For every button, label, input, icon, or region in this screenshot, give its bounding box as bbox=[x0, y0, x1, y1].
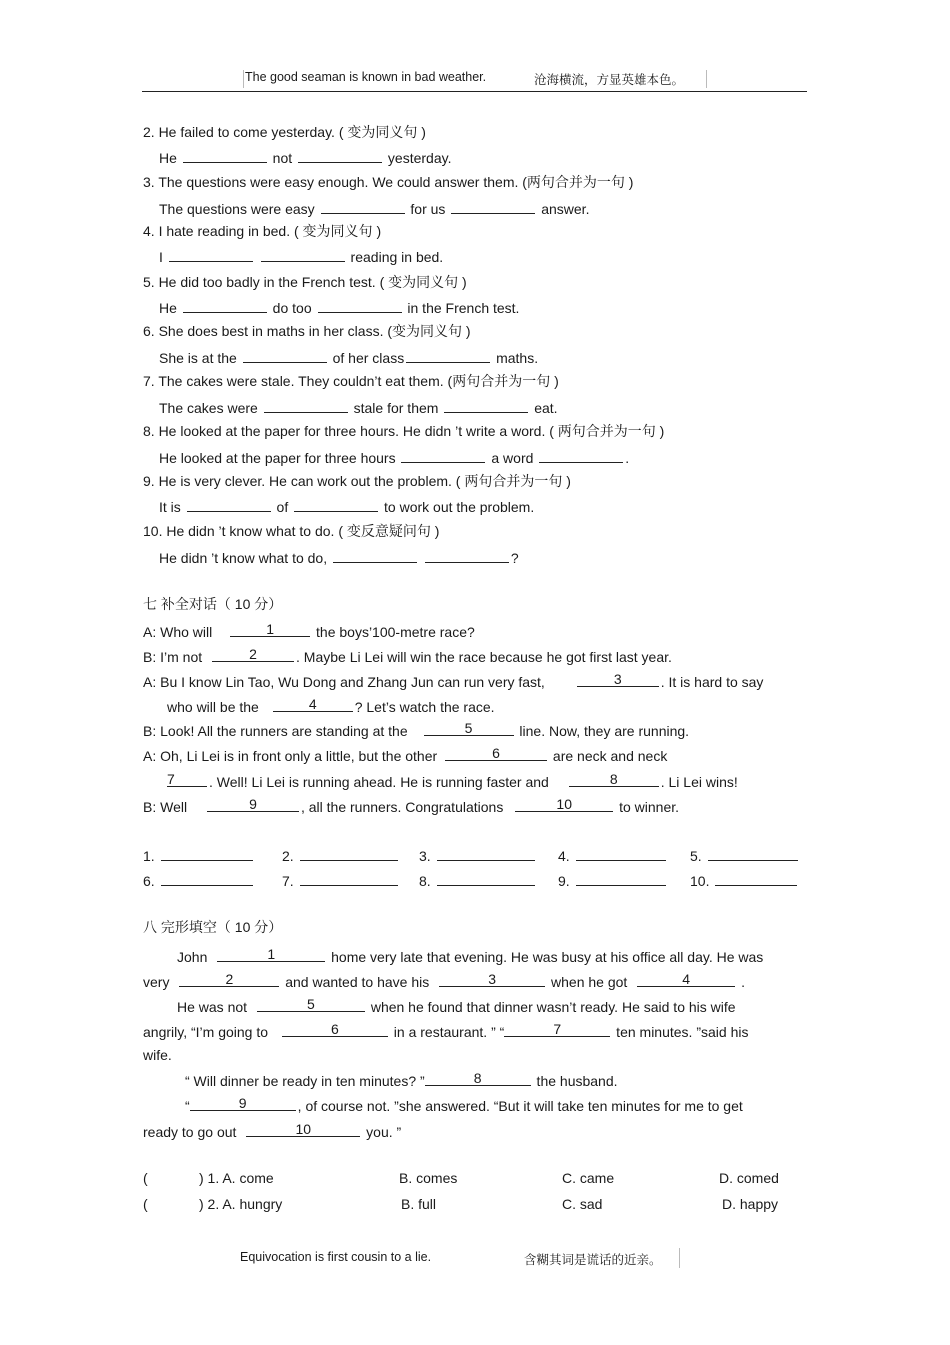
dialogue-line: who will be the 4 ? Let’s watch the race. bbox=[167, 696, 495, 715]
blank[interactable] bbox=[243, 348, 327, 363]
blank[interactable] bbox=[425, 548, 509, 563]
blank[interactable] bbox=[318, 298, 402, 313]
dialogue-line: B: I’m not 2 . Maybe Li Lei will win the race because he got first last year. bbox=[143, 646, 672, 665]
blank[interactable]: 5 bbox=[424, 721, 514, 736]
cloze-line: wife. bbox=[143, 1047, 172, 1063]
blank[interactable] bbox=[444, 398, 528, 413]
answer-line-6: She is at the of her class maths. bbox=[159, 350, 539, 366]
question-8: 8. He looked at the paper for three hours. He didn ’t write a word. ( 两句合并为一句 ) bbox=[143, 423, 665, 439]
blank[interactable] bbox=[321, 199, 405, 214]
blank[interactable]: 2 bbox=[212, 647, 294, 662]
answer-row: 2. bbox=[282, 846, 400, 865]
footer-divider bbox=[679, 1248, 680, 1268]
answer-line-7: The cakes were stale for them eat. bbox=[159, 400, 558, 416]
answer-blank[interactable] bbox=[300, 871, 398, 886]
blank[interactable]: 7 bbox=[504, 1022, 610, 1037]
footer-proverb-en: Equivocation is first cousin to a lie. bbox=[240, 1250, 432, 1264]
answer-blank[interactable] bbox=[161, 871, 253, 886]
cloze-line: He was not 5 when he found that dinner wasn’t ready. He said to his wife bbox=[177, 996, 736, 1015]
answer-line-8: He looked at the paper for three hours a word . bbox=[159, 450, 630, 466]
answer-row: 1. bbox=[143, 846, 255, 865]
blank[interactable]: 1 bbox=[230, 622, 310, 637]
blank[interactable]: 2 bbox=[179, 972, 279, 987]
question-9: 9. He is very clever. He can work out the problem. ( 两句合并为一句 ) bbox=[143, 473, 571, 489]
question-2: 2. He failed to come yesterday. ( 变为同义句 ) bbox=[143, 124, 426, 140]
answer-row: 10. bbox=[690, 871, 799, 890]
blank[interactable]: 3 bbox=[577, 672, 659, 687]
answer-row: 8. bbox=[419, 871, 537, 890]
answer-row: 3. bbox=[419, 846, 537, 865]
blank[interactable]: 1 bbox=[217, 947, 325, 962]
answer-row: 9. bbox=[558, 871, 668, 890]
cloze-line: John 1 home very late that evening. He was busy at his office all day. He was bbox=[177, 946, 764, 965]
blank[interactable] bbox=[401, 448, 485, 463]
answer-row: 4. bbox=[558, 846, 668, 865]
answer-blank[interactable] bbox=[715, 871, 797, 886]
question-5: 5. He did too badly in the French test. ( 变为同义句 ) bbox=[143, 274, 467, 290]
answer-blank[interactable] bbox=[576, 871, 666, 886]
cloze-line: angrily, “I’m going to 6 in a restaurant. ” “ 7 ten minutes. ”said his bbox=[143, 1021, 749, 1040]
footer-proverb-zh: 含糊其词是谎话的近亲。 bbox=[524, 1253, 662, 1267]
blank[interactable] bbox=[539, 448, 623, 463]
cloze-line: “ 9 , of course not. ”she answered. “But it will take ten minutes for me to get bbox=[185, 1095, 743, 1114]
cloze-line: ready to go out 10 you. ” bbox=[143, 1121, 402, 1140]
choice-option-c[interactable]: C. sad bbox=[562, 1196, 603, 1212]
blank[interactable] bbox=[333, 548, 417, 563]
blank[interactable]: 4 bbox=[273, 697, 353, 712]
blank[interactable]: 6 bbox=[445, 746, 547, 761]
dialogue-line: A: Bu I know Lin Tao, Wu Dong and Zhang Jun can run very fast, 3 . It is hard to say bbox=[143, 671, 764, 690]
dialogue-line: 7 . Well! Li Lei is running ahead. He is running faster and 8 . Li Lei wins! bbox=[167, 771, 738, 790]
answer-row: 5. bbox=[690, 846, 800, 865]
section-7-title: 七 补全对话（ 10 分） bbox=[143, 596, 283, 612]
blank[interactable] bbox=[264, 398, 348, 413]
answer-line-5: He do too in the French test. bbox=[159, 300, 520, 316]
answer-line-9: It is of to work out the problem. bbox=[159, 499, 535, 515]
answer-line-3: The questions were easy for us answer. bbox=[159, 201, 590, 217]
blank[interactable] bbox=[169, 247, 253, 262]
answer-blank[interactable] bbox=[437, 846, 535, 861]
blank[interactable]: 9 bbox=[207, 797, 299, 812]
blank[interactable]: 8 bbox=[425, 1071, 531, 1086]
choice-option-b[interactable]: B. full bbox=[401, 1196, 437, 1212]
blank[interactable] bbox=[294, 497, 378, 512]
question-10: 10. He didn ’t know what to do. ( 变反意疑问句 ) bbox=[143, 523, 440, 539]
header-rule bbox=[142, 91, 807, 92]
header-proverb-en: The good seaman is known in bad weather. bbox=[245, 70, 487, 84]
dialogue-line: B: Well 9 , all the runners. Congratulations 10 to winner. bbox=[143, 796, 680, 815]
choice-option-c[interactable]: C. came bbox=[562, 1170, 615, 1186]
choice-option-d[interactable]: D. happy bbox=[722, 1196, 779, 1212]
answer-line-4: I reading in bed. bbox=[159, 249, 444, 265]
section-8-title: 八 完形填空（ 10 分） bbox=[143, 919, 283, 935]
blank[interactable] bbox=[261, 247, 345, 262]
blank[interactable]: 3 bbox=[439, 972, 545, 987]
dialogue-line: A: Who will 1 the boys’100-metre race? bbox=[143, 621, 475, 640]
question-6: 6. She does best in maths in her class. (变为同义句 ) bbox=[143, 323, 471, 339]
cloze-line: “ Will dinner be ready in ten minutes? ” 8 the husband. bbox=[185, 1070, 618, 1089]
choice-option-b[interactable]: B. comes bbox=[399, 1170, 458, 1186]
blank[interactable]: 7 bbox=[167, 772, 207, 787]
dialogue-line: A: Oh, Li Lei is in front only a little, but the other 6 are neck and neck bbox=[143, 745, 668, 764]
blank[interactable]: 10 bbox=[246, 1122, 360, 1137]
blank[interactable] bbox=[451, 199, 535, 214]
blank[interactable] bbox=[298, 148, 382, 163]
choice-paren[interactable]: ( bbox=[143, 1170, 148, 1186]
question-4: 4. I hate reading in bed. ( 变为同义句 ) bbox=[143, 223, 382, 239]
answer-row: 7. bbox=[282, 871, 400, 890]
answer-line-10: He didn ’t know what to do, ? bbox=[159, 550, 519, 566]
answer-blank[interactable] bbox=[300, 846, 398, 861]
blank[interactable]: 9 bbox=[190, 1096, 296, 1111]
blank[interactable] bbox=[183, 298, 267, 313]
choice-option-a[interactable]: ) 2. A. hungry bbox=[199, 1196, 283, 1212]
blank[interactable]: 8 bbox=[569, 772, 659, 787]
blank[interactable] bbox=[187, 497, 271, 512]
header-proverb-zh: 沧海横流，方显英雄本色。 bbox=[534, 73, 685, 87]
cloze-line: very 2 and wanted to have his 3 when he got 4 . bbox=[143, 971, 745, 990]
answer-line-2: He not yesterday. bbox=[159, 150, 452, 166]
dialogue-line: B: Look! All the runners are standing at the 5 line. Now, they are running. bbox=[143, 720, 690, 739]
question-7: 7. The cakes were stale. They couldn’t eat them. (两句合并为一句 ) bbox=[143, 373, 559, 389]
blank[interactable]: 5 bbox=[257, 997, 365, 1012]
blank[interactable]: 10 bbox=[515, 797, 613, 812]
choice-option-d[interactable]: D. comed bbox=[719, 1170, 779, 1186]
blank[interactable] bbox=[406, 348, 490, 363]
answer-blank[interactable] bbox=[437, 871, 535, 886]
answer-blank[interactable] bbox=[708, 846, 798, 861]
blank[interactable]: 4 bbox=[637, 972, 735, 987]
blank[interactable] bbox=[183, 148, 267, 163]
choice-option-a[interactable]: ) 1. A. come bbox=[199, 1170, 274, 1186]
choice-paren[interactable]: ( bbox=[143, 1196, 148, 1212]
answer-blank[interactable] bbox=[161, 846, 253, 861]
question-3: 3. The questions were easy enough. We could answer them. (两句合并为一句 ) bbox=[143, 174, 634, 190]
answer-blank[interactable] bbox=[576, 846, 666, 861]
answer-row: 6. bbox=[143, 871, 255, 890]
blank[interactable]: 6 bbox=[282, 1022, 388, 1037]
